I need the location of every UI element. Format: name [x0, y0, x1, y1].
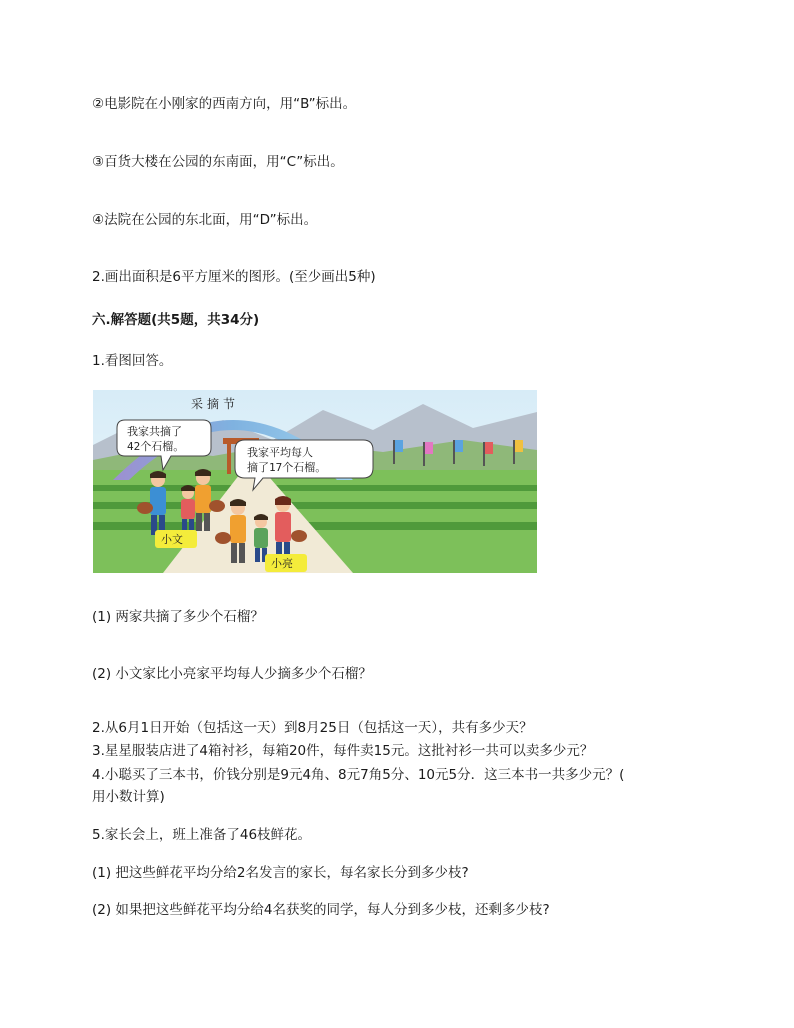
left-bubble-line-2: 42个石榴。	[127, 440, 185, 453]
item-department-store: ③百货大楼在公园的东南面，用“C”标出。	[92, 154, 344, 170]
problem-3: 3.星星服装店进了4箱衬衫，每箱20件，每件卖15元。这批衬衫一共可以卖多少元？	[92, 743, 594, 759]
problem-2: 2.从6月1日开始（包括这一天）到8月25日（包括这一天），共有多少天？	[92, 720, 533, 736]
left-bubble-line-1: 我家共摘了	[127, 425, 182, 438]
problem-1-intro: 1.看图回答。	[92, 353, 173, 369]
right-bubble-line-2: 摘了17个石榴。	[247, 461, 327, 474]
item-court: ④法院在公园的东北面，用“D”标出。	[92, 212, 318, 228]
problem-1-sub-2: (2) 小文家比小亮家平均每人少摘多少个石榴？	[92, 666, 372, 682]
problem-5-sub-1: (1) 把这些鲜花平均分给2名发言的家长，每名家长分到多少枝?	[92, 865, 469, 881]
right-bubble-line-1: 我家平均每人	[247, 446, 313, 459]
problem-4-line-1: 4.小聪买了三本书，价钱分别是9元4角、8元7角5分、10元5分．这三本书一共多少元？(	[92, 767, 625, 783]
item-cinema: ②电影院在小刚家的西南方向，用“B”标出。	[92, 96, 357, 112]
name-tag-right-text: 小亮	[271, 557, 293, 570]
name-tag-left-text: 小文	[161, 533, 183, 546]
problem-5-intro: 5.家长会上，班上准备了46枝鲜花。	[92, 827, 312, 843]
problem-4-line-2: 用小数计算)	[92, 789, 165, 805]
problem-1-sub-1: (1) 两家共摘了多少个石榴？	[92, 609, 264, 625]
arch-sign: 采摘节	[191, 397, 240, 411]
section-title: 六.解答题(共5题，共34分)	[92, 312, 260, 328]
picking-festival-illustration	[93, 390, 537, 573]
problem-5-sub-2: (2) 如果把这些鲜花平均分给4名获奖的同学，每人分到多少枝，还剩多少枝?	[92, 902, 550, 918]
question-draw-area: 2.画出面积是6平方厘米的图形。(至少画出5种)	[92, 269, 376, 285]
